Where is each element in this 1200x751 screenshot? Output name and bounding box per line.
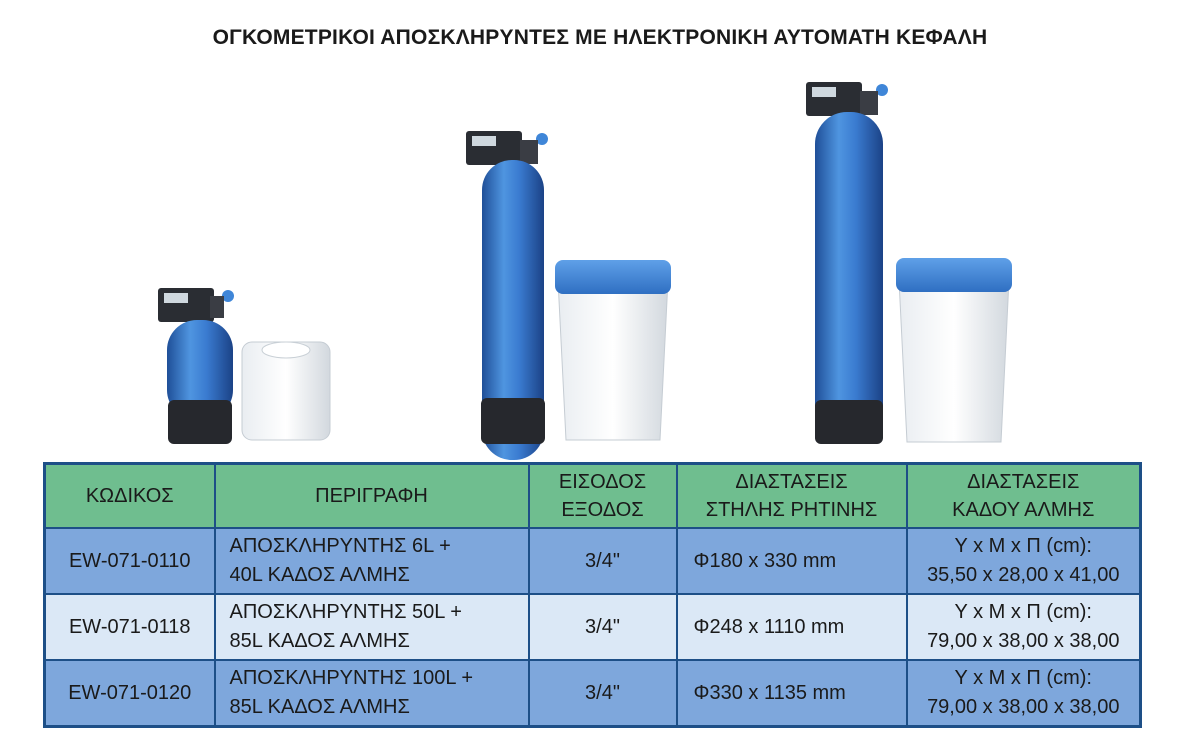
tank-dims-label: Υ x Μ x Π (cm): [954,667,1092,689]
tank-dimensions [907,660,1141,727]
header-inlet-outlet [529,464,677,529]
tank-dims-label: Υ x Μ x Π (cm): [954,535,1092,557]
description-line: ΑΠΟΣΚΛΗΡΥΝΤΗΣ 100L + [229,667,474,689]
brine-tank-large [896,258,1012,442]
tank-dims-label: Υ x Μ x Π (cm): [954,601,1092,623]
page-title: ΟΓΚΟΜΕΤΡΙΚΟΙ ΑΠΟΣΚΛΗΡΥΝΤΕΣ ΜΕ ΗΛΕΚΤΡΟΝΙΚΗ ΑΥΤΟΜΑΤΗ ΚΕΦΑΛΗ [212,26,988,49]
header-column-dims-line2: ΣΤΗΛΗΣ ΡΗΤΙΝΗΣ [705,499,878,521]
description-line: 85L ΚΑΔΟΣ ΑΛΜΗΣ [229,696,410,718]
control-head-large [806,82,888,116]
table-row [45,528,1141,594]
header-code [45,464,215,529]
header-outlet-label: ΕΞΟΔΟΣ [561,499,644,521]
resin-column-small [167,320,233,444]
resin-column-medium [481,160,545,460]
table-row [45,660,1141,727]
header-code-label: ΚΩΔΙΚΟΣ [85,485,174,507]
product-code: EW-071-0120 [45,660,215,727]
product-images [0,60,1200,460]
softener-large [806,82,1012,444]
column-dimensions: Φ248 x 1110 mm [677,594,907,660]
spec-table [43,462,1142,728]
tank-dimensions [907,528,1141,594]
tank-dimensions [907,594,1141,660]
header-inlet-label: ΕΙΣΟΔΟΣ [558,471,647,493]
column-dimensions: Φ330 x 1135 mm [677,660,907,727]
tank-dims-values: 79,00 x 38,00 x 38,00 [927,696,1120,718]
tank-dims-values: 79,00 x 38,00 x 38,00 [927,630,1120,652]
description-line: ΑΠΟΣΚΛΗΡΥΝΤΗΣ 50L + [229,601,462,623]
inlet-outlet-size: 3/4" [529,528,677,594]
table-header-row [45,464,1141,529]
column-dimensions: Φ180 x 330 mm [677,528,907,594]
inlet-outlet-size: 3/4" [529,660,677,727]
softener-small [158,288,330,444]
header-tank-dims-line1: ΔΙΑΣΤΑΣΕΙΣ [967,471,1080,493]
header-description [215,464,529,529]
header-tank-dims [907,464,1141,529]
inlet-outlet-size: 3/4" [529,594,677,660]
tank-dims-values: 35,50 x 28,00 x 41,00 [927,564,1120,586]
product-description [215,594,529,660]
header-description-label: ΠΕΡΙΓΡΑΦΗ [315,485,428,507]
description-line: 40L ΚΑΔΟΣ ΑΛΜΗΣ [229,564,410,586]
description-line: 85L ΚΑΔΟΣ ΑΛΜΗΣ [229,630,410,652]
description-line: ΑΠΟΣΚΛΗΡΥΝΤΗΣ 6L + [229,535,451,557]
brine-tank-small [242,342,330,440]
resin-column-large [815,112,883,444]
control-head-small [158,288,234,322]
table-row [45,594,1141,660]
softener-medium [466,131,671,460]
product-code: EW-071-0110 [45,528,215,594]
control-head-medium [466,131,548,165]
header-column-dims-line1: ΔΙΑΣΤΑΣΕΙΣ [735,471,848,493]
product-code: EW-071-0118 [45,594,215,660]
product-description [215,528,529,594]
product-description [215,660,529,727]
brine-tank-medium [555,260,671,440]
header-tank-dims-line2: ΚΑΔΟΥ ΑΛΜΗΣ [952,499,1095,521]
header-column-dims [677,464,907,529]
